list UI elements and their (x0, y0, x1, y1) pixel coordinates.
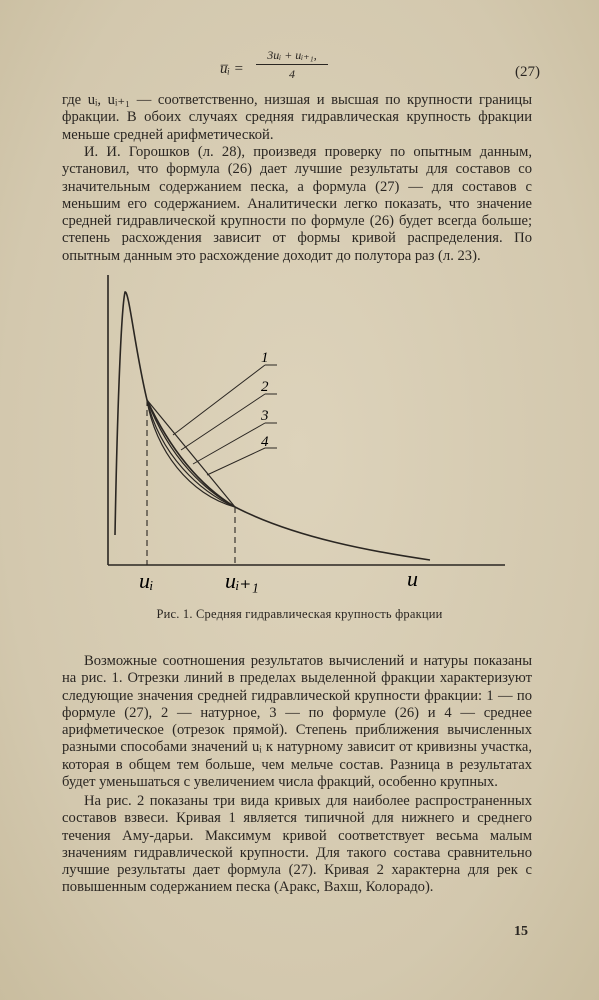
formula-lhs: u̅ᵢ = (220, 61, 244, 77)
figure-1-graph (95, 270, 515, 600)
leader-line-4 (207, 448, 265, 475)
paragraph-figure-discussion: Возможные соотношения результатов вычислений и натуры показаны на рис. 1. Отрезки линий в пределах выделенной фракции характеризуют следующие значения средней гидравлической крупности фракции: 1 — по формуле (27), 2 — натурное, 3 — по формуле (26) и 4 — среднее арифметическое (отрезок прямой). Степень приближения вычисленных разными способами значений uᵢ к натурному зависит от кривизны участка, которая в общем тем больше, чем мельче состав. Разница в результатах будет уменьшаться с увеличением числа фракций, особенно крупных. (62, 653, 532, 791)
leader-line-3 (193, 423, 265, 464)
leader-line-2 (181, 394, 265, 450)
axis-label-ui1: uᵢ₊₁ (225, 568, 259, 593)
distribution-curve (115, 292, 430, 560)
formula-denominator: 4 (289, 67, 295, 81)
axis-label-ui: uᵢ (139, 568, 154, 593)
page-number: 15 (514, 924, 528, 939)
figure-caption: Рис. 1. Средняя гидравлическая крупность фракции (156, 607, 443, 621)
formula-fraction (256, 48, 328, 82)
curve-label-2: 2 (261, 379, 269, 395)
formula-numerator: 3uᵢ + uᵢ₊₁, (256, 48, 328, 65)
equation-number: (27) (515, 64, 540, 80)
paragraph-curve-types: На рис. 2 показаны три вида кривых для наиболее распространенных составов взвеси. Кривая 1 является типичной для нижнего и среднего течения Аму-дарьи. Максимум кривой соответствует весьма малым значениям гидравлической крупности. Для такого состава сравнительно лучшие результаты дает формула (27). Кривая 2 характерна для рек с повышенным содержанием песка (Аракс, Вахш, Колорадо). (62, 793, 532, 896)
paragraph-fraction-bounds: где uᵢ, uᵢ₊₁ — соответственно, низшая и высшая по крупности границы фракции. В обоих случаях средняя гидравлическая крупность фракции меньше средней арифметической. (62, 92, 532, 143)
curve-label-1: 1 (261, 350, 269, 366)
segment-4-straight (147, 400, 235, 507)
axis-label-u: u (407, 566, 418, 591)
curve-label-4: 4 (261, 434, 269, 450)
formula-27 (90, 48, 540, 90)
paragraph-goroshkov: И. И. Горошков (л. 28), произведя проверку по опытным данным, установил, что формула (26) дает лучшие результаты для составов со значительным содержанием песка, а формула (27) — для составов с меньшим его содержанием. Аналитически легко показать, что значение средней гидравлической крупности по формуле (26) будет всегда больше; степень расхождения зависит от формы кривой распределения. По опытным данным это расхождение доходит до полутора раз (л. 23). (62, 144, 532, 264)
curve-label-3: 3 (261, 408, 269, 424)
